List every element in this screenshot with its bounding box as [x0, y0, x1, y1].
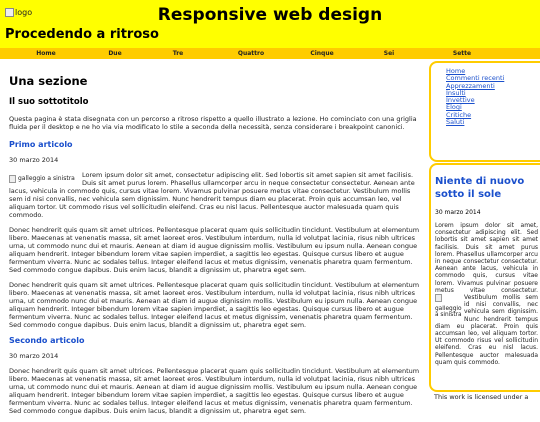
sidebar-article-title[interactable]: Niente di nuovo sotto il sole — [435, 176, 525, 200]
license-notice: This work is licensed under a — [434, 393, 529, 401]
nav-item-sette[interactable]: Sette — [452, 50, 472, 57]
article-date: 30 marzo 2014 — [9, 156, 59, 164]
sidebar-link-home[interactable]: Home — [446, 67, 466, 75]
article-paragraph: Donec hendrerit quis quam sit amet ultrices. Pellentesque placerat quam quis sollicitudin tincidunt. Vestibulum at elementum libero. Maecenas at venenatis massa, sit amet laoreet eros. Vestibulum interdum, nulla id volutpat lacinia, risus nibh ultrices urna, ut commodo nunc dui et mauris. Aenean at diam id augue dignissim mollis. Vestibulum eu ipsum nulla. Aenean congue aliquam hendrerit. Integer bibendum lorem vitae sapien imperdiet, a sagittis leo egestas. Quisque cursus libero et augue fermentum viverra. Nunc ac sodales tellus. Integer eleifend lacus et metus dignissim, venenatis pharetra quam fermentum. Sed commodo congue dapibus. Duis enim lacus, blandit a dignissim ut, pharetra eget sem. — [9, 281, 420, 329]
article-image — [9, 172, 79, 186]
nav-item-home[interactable]: Home — [36, 50, 56, 57]
paragraph-text: Lorem ipsum dolor sit amet, consectetur adipiscing elit. Sed lobortis sit amet sapien sit amet facilisis. Duis sit amet purus lorem. Phasellus ullamcorper arcu in neque consectetur consectetur. Aenean ante lacus, vehicula in commodo quis, cursus vitae lorem. Vivamus pulvinar posuere metus vitae consectetur. Vestibulum mollis sem id nisi convallis, nec vehicula sem dignissim. Nunc hendrerit tempus diam eu placerat. Proin quis accumsan leo, vel aliquam tortor. Ut commodo risus vel sollicitudin eleifend. Cras eu nisl lacus. Pellentesque auctor malesuada quam quis commodo. — [9, 171, 415, 219]
sidebar-link-elogi[interactable]: Elogi — [446, 103, 462, 112]
sidebar-link-saluti[interactable]: Saluti — [446, 118, 465, 127]
logo-alt-text: logo — [15, 8, 33, 17]
sidebar-text-after: Vestibulum mollis sem id nisi convallis, nec vehicula sem dignissim. Nunc hendrerit tempus diam eu placerat. Proin quis accumsan leo, vel aliquam tortor. Ut commodo risus vel sollicitudin eleifend. Cras eu nisl lacus. Pellentesque auctor malesuada quam quis commodo. — [435, 294, 538, 366]
sidebar-article-image — [435, 294, 461, 320]
sidebar-text-before: Lorem ipsum dolor sit amet, consectetur adipiscing elit. Sed lobortis sit amet sapien sit amet facilisis. Duis sit amet purus lorem. Phasellus ullamcorper arcu in neque consectetur consectetur. Aenean ante lacus, vehicula in commodo quis, cursus vitae lorem. Vivamus pulvinar posuere metus vitae consectetur. — [435, 222, 538, 294]
sidebar-link-critiche[interactable]: Critiche — [446, 110, 472, 119]
nav-item-cinque[interactable]: Cinque — [310, 50, 334, 57]
image-alt-text: galleggio a sinistra — [18, 175, 75, 182]
article-paragraph — [9, 171, 426, 219]
section-heading: Una sezione — [9, 74, 88, 88]
nav-item-tre[interactable]: Tre — [172, 50, 184, 57]
main-content — [9, 74, 426, 422]
sidebar-link-insulti[interactable]: Insulti — [446, 88, 466, 97]
sidebar-article-text — [435, 222, 540, 366]
nav-item-sei[interactable]: Sei — [383, 50, 395, 57]
site-title: Responsive web design — [157, 5, 383, 25]
image-alt-text: galleggio a sinistra — [435, 305, 462, 319]
sidebar-menu — [429, 61, 540, 162]
article-paragraph: Donec hendrerit quis quam sit amet ultrices. Pellentesque placerat quam quis sollicitudin tincidunt. Vestibulum at elementum libero. Maecenas at venenatis massa, sit amet laoreet eros. Vestibulum interdum, nulla id volutpat lacinia, risus nibh ultrices urna, ut commodo nunc dui et mauris. Aenean at diam id augue dignissim mollis. Vestibulum eu ipsum nulla. Aenean congue aliquam hendrerit. Integer bibendum lorem vitae sapien imperdiet, a sagittis leo egestas. Quisque cursus libero et augue fermentum viverra. Nunc ac sodales tellus. Integer eleifend lacus et metus dignissim, venenatis pharetra quam fermentum. Sed commodo congue dapibus. Duis enim lacus, blandit a dignissim ut, pharetra eget sem. — [9, 226, 420, 274]
article-title[interactable]: Primo articolo — [9, 140, 73, 149]
sidebar-link-invettive[interactable]: Invettive — [446, 96, 475, 105]
intro-paragraph: Questa pagina è stata disegnata con un percorso a ritroso rispetto a quello illustrato a lezione. Ho cominciato con una griglia fluida per il desktop e ne ho via via modificato lo stile a seconda della necessità, senza considerare i breakpoint canonici. — [9, 115, 417, 131]
site-tagline: Procedendo a ritroso — [5, 27, 159, 42]
sidebar-article-date: 30 marzo 2014 — [435, 209, 481, 216]
sidebar-link-commenti-recenti[interactable]: Commenti recenti — [446, 74, 505, 83]
article-date: 30 marzo 2014 — [9, 352, 59, 360]
nav-item-due[interactable]: Due — [108, 50, 122, 57]
broken-image-icon — [435, 294, 442, 302]
main-nav — [0, 48, 540, 59]
article-paragraph: Donec hendrerit quis quam sit amet ultrices. Pellentesque placerat quam quis sollicitudin tincidunt. Vestibulum at elementum libero. Maecenas at venenatis massa, sit amet laoreet eros. Vestibulum interdum, nulla id volutpat lacinia, risus nibh ultrices urna, ut commodo nunc dui et mauris. Aenean at diam id augue dignissim mollis. Vestibulum eu ipsum nulla. Aenean congue aliquam hendrerit. Integer bibendum lorem vitae sapien imperdiet, a sagittis leo egestas. Quisque cursus libero et augue fermentum viverra. Nunc ac sodales tellus. Integer eleifend lacus et metus dignissim, venenatis pharetra quam fermentum. Sed commodo congue dapibus. Duis enim lacus, blandit a dignissim ut, pharetra eget sem. — [9, 367, 420, 415]
article-title[interactable]: Secondo articolo — [9, 336, 85, 345]
nav-item-quattro[interactable]: Quattro — [237, 50, 265, 57]
sidebar-link-apprezzamenti[interactable]: Apprezzamenti — [446, 81, 495, 90]
broken-image-icon — [9, 175, 16, 183]
site-header — [0, 0, 540, 48]
section-subheading: Il suo sottotitolo — [9, 97, 89, 107]
sidebar-article — [429, 163, 540, 392]
